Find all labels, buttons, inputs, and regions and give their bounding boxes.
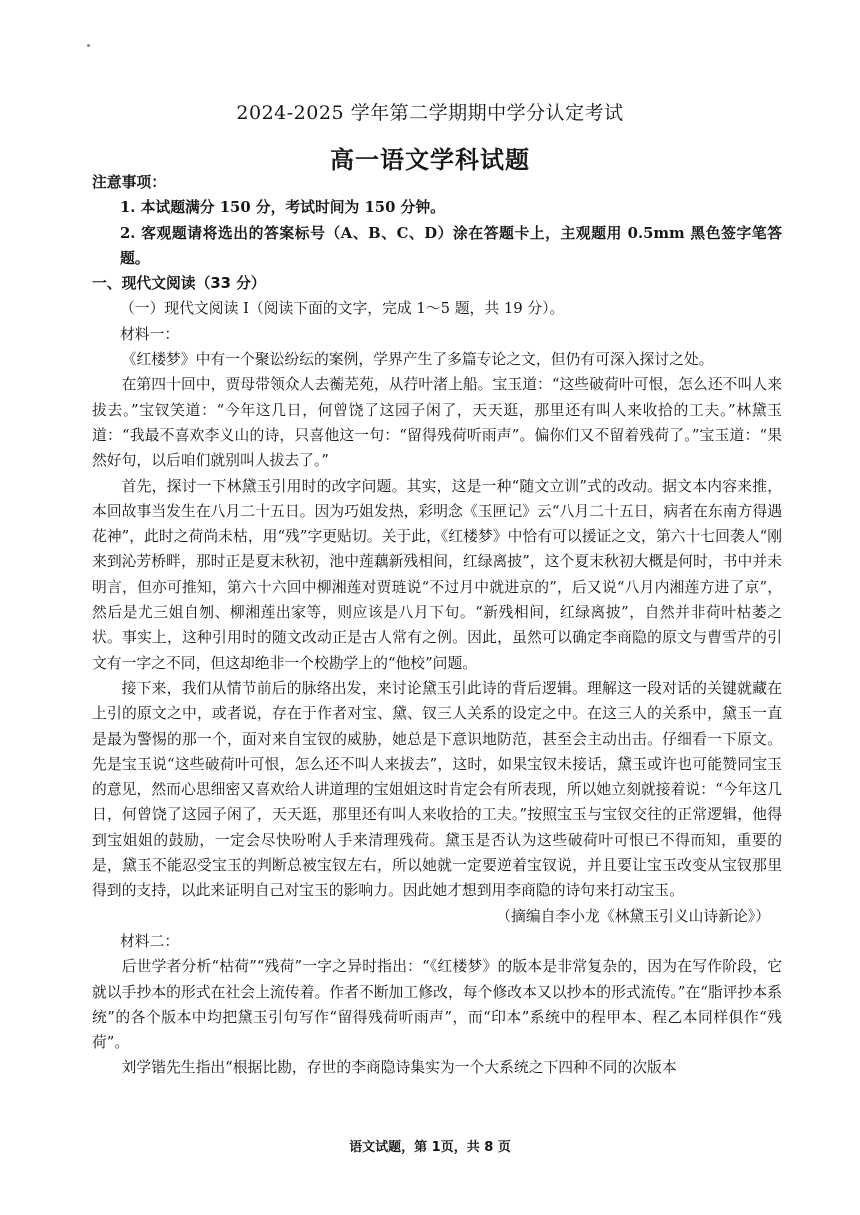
material-label: 材料一： [120,325,180,343]
exam-body [92,170,782,1081]
paragraph: 接下来，我们从情节前后的脉络出发，来讨论黛玉引此诗的背后逻辑。理解这一段对话的关键就藏在上引的原文之中，或者说，存在于作者对宝、黛、钗三人关系的设定之中。在这三人的关系中，黛玉一直是最为警惕的那一个，面对来自宝钗的威胁，她总是下意识地防范，甚至会主动出击。仔细看一下原文。先是宝玉说“这些破荷叶可恨，怎么还不叫人来拔去”，这时，如果宝钗未接话，黛玉或许也可能赞同宝玉的意见，然而心思细密又喜欢给人讲道理的宝姐姐这时肯定会有所表现，所以她立刻就接着说：“今年这几日，何曾饶了这园子闲了，天天逛，那里还有叫人来收拾的工夫。”按照宝玉与宝钗交往的正常逻辑，他得到宝姐姐的鼓励，一定会尽快吩咐人手来清理残荷。黛玉是否认为这些破荷叶可恨已不得而知，重要的是，黛玉不能忍受宝玉的判断总被宝钗左右，所以她就一定要逆着宝钗说，并且要让宝玉改变从宝钗那里得到的支持，以此来证明自己对宝玉的影响力。因此她才想到用李商隐的诗句来打动宝玉。 [92,679,782,900]
paragraph: 刘学锴先生指出“根据比勘，存世的李商隐诗集实为一个大系统之下四种不同的次版本 [121,1059,677,1077]
paragraph: 在第四十回中，贾母带领众人去蘅芜苑，从荇叶渚上船。宝玉道：“这些破荷叶可恨，怎么还不叫人来拔去。”宝钗笑道：“今年这几日，何曾饶了这园子闲了，天天逛，那里还有叫人来收拾的工夫。”林黛玉道：“我最不喜欢李义山的诗，只喜他这一句：“留得残荷听雨声”。偏你们又不留着残荷了。”宝玉道：“果然好句，以后咱们就别叫人拔去了。” [92,376,782,470]
section-heading: 一、现代文阅读（33 分） [92,275,266,293]
subject-title: 高一语文学科试题 [330,146,530,174]
notice-heading: 注意事项： [92,174,166,191]
scan-speck [87,44,90,47]
source-citation: （摘编自李小龙《林黛玉引义山诗新论》） [496,907,770,925]
exam-title: 2024-2025 学年第二学期期中学分认定考试 [236,102,624,124]
paragraph: 后世学者分析“枯荷”“残荷”一字之异时指出：“《红楼梦》的版本是非常复杂的，因为在写作阶段，它就以手抄本的形式在社会上流传着。作者不断加工修改，每个修改本又以抄本的形式流传。”在“脂评抄本系统”的各个版本中均把黛玉引句写作“留得残荷听雨声”，而“印本”系统中的程甲本、程乙本同样俱作“残荷”。 [92,958,782,1052]
material-label: 材料二： [120,932,180,950]
notice-item: 1. 本试题满分 150 分，考试时间为 150 分钟。 [120,199,445,217]
section-sub-heading: （一）现代文阅读 Ⅰ（阅读下面的文字，完成 1～5 题，共 19 分）。 [120,300,565,318]
paragraph: 《红楼梦》中有一个聚讼纷纭的案例，学界产生了多篇专论之文，但仍有可深入探讨之处。 [121,351,714,369]
notice-item: 2. 客观题请将选出的答案标号（A、B、C、D）涂在答题卡上，主观题用 0.5mm 黑色签字笔答题。 [120,224,782,267]
paragraph: 首先，探讨一下林黛玉引用时的改字问题。其实，这是一种“随文立训”式的改动。据文本内容来推，本回故事当发生在八月二十五日。因为巧姐发热，彩明念《玉匣记》云“八月二十五日，病者在东南方得遇花神”，此时之荷尚未枯，用“残”字更贴切。关于此，《红楼梦》中恰有可以援证之文，第六十七回袭人“刚来到沁芳桥畔，那时正是夏末秋初，池中莲藕新残相间，红绿离披”，这个夏末秋初大概是何时，书中并未明言，但亦可推知，第六十六回中柳湘莲对贾琏说“不过月中就进京的”，后又说“八月内湘莲方进了京”，然后是尤三姐自刎、柳湘莲出家等，则应该是八月下旬。“新残相间，红绿离披”，自然并非荷叶枯萎之状。事实上，这种引用时的随文改动正是古人常有之例。因此，虽然可以确定李商隐的原文与曹雪芹的引文有一字之不同，但这却绝非一个校勘学上的“他校”问题。 [92,477,782,672]
page-footer: 语文试题，第 1页，共 8 页 [349,1140,511,1155]
